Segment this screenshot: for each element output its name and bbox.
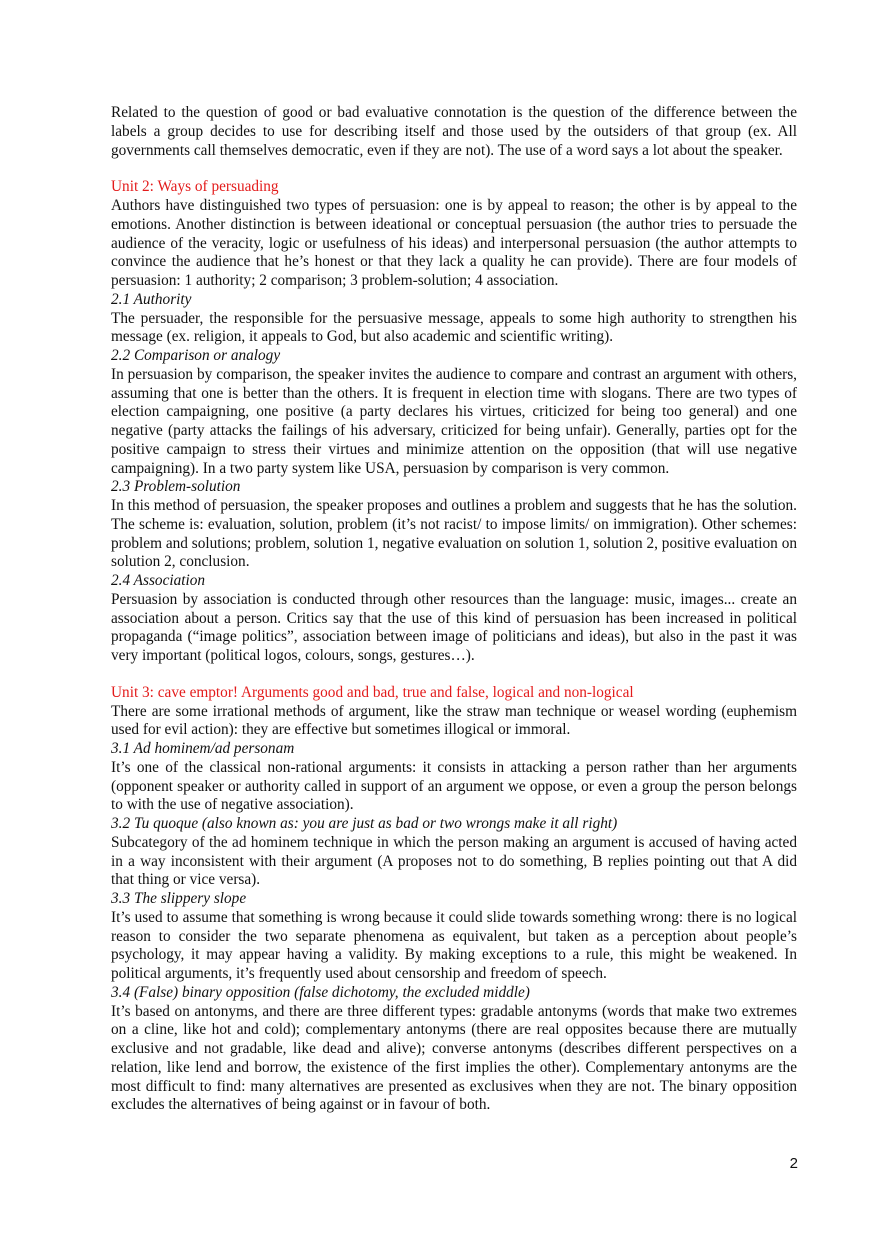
section-2-4-text: Persuasion by association is conducted through other resources than the language: music, images... create an association about a person. Critics say that the use of this kind of persuasion has been increased in political propaganda (“image politics”, association between image of politicians and ideas), but also in the past it was very important (political logos, colours, songs, gestures…). bbox=[111, 590, 797, 664]
section-2-4-title: 2.4 Association bbox=[111, 572, 206, 589]
unit2-intro: Authors have distinguished two types of persuasion: one is by appeal to reason; the other is by appeal to the emotions. Another distinction is between ideational or conceptual persuasion (the author tries to persuade the audience of the veracity, logic or usefulness of his ideas) and interpersonal persuasion (the author attempts to convince the audience that he’s honest or that they lack a quality he can provide). There are four models of persuasion: 1 authority; 2 comparison; 3 problem-solution; 4 association. bbox=[111, 197, 797, 289]
section-3-2-title: 3.2 Tu quoque (also known as: you are just as bad or two wrongs make it all right) bbox=[111, 815, 618, 832]
unit3-heading: Unit 3: cave emptor! Arguments good and bad, true and false, logical and non-logical bbox=[111, 683, 634, 701]
section-3-4-title: 3.4 (False) binary opposition (false dichotomy, the excluded middle) bbox=[111, 983, 530, 1001]
page-number: 2 bbox=[789, 1155, 798, 1172]
section-2-3-text: In this method of persuasion, the speaker proposes and outlines a problem and suggests that he has the solution. The scheme is: evaluation, solution, problem (it’s not racist/ to impose limits/ on immigration). Other schemes: problem and solutions; problem, solution 1, negative evaluation on solution 1, solution 2, positive evaluation on solution 2, conclusion. bbox=[111, 497, 797, 571]
section-3-2-text: Subcategory of the ad hominem technique in which the person making an argument is accused of having acted in a way inconsistent with their argument (A proposes not to do something, B replies pointing out that A did that thing or vice versa). bbox=[111, 833, 797, 889]
section-3-3-text: It’s used to assume that something is wrong because it could slide towards something wrong: there is no logical reason to consider the two separate phenomena as equivalent, but taken as a perception about people’s psychology, it may appear having a validity. By making exceptions to a rule, this might be weakened. In political arguments, it’s frequently used about censorship and freedom of speech. bbox=[111, 908, 797, 982]
section-2-1-title: 2.1 Authority bbox=[111, 290, 192, 308]
intro-paragraph: Related to the question of good or bad evaluative connotation is the question of the difference between the labels a group decides to use for describing itself and those used by the outsiders of that group (ex. All governments call themselves democratic, even if they are not). The use of a word says a lot about the speaker. bbox=[111, 104, 797, 159]
section-3-1-text: It’s one of the classical non-rational arguments: it consists in attacking a person rather than her arguments (opponent speaker or authority called in support of an argument we oppose, or even a group the person belongs to with the use of negative association). bbox=[111, 758, 797, 814]
section-3-4-text: It’s based on antonyms, and there are three different types: gradable antonyms (words that make two extremes on a cline, like hot and cold); complementary antonyms (there are real opposites because there are mutually exclusive and not gradable, like dead and alive); converse antonyms (describes different perspectives on a relation, like lend and borrow, the existence of the first implies the other). Complementary antonyms are the most difficult to find: many alternatives are presented as exclusives when they are not. The binary opposition excludes the alternatives of being against or in favour of both. bbox=[111, 1002, 797, 1114]
section-2-3-title: 2.3 Problem-solution bbox=[111, 478, 241, 496]
unit3-intro: There are some irrational methods of argument, like the straw man technique or weasel wording (euphemism used for evil action): they are effective but sometimes illogical or immoral. bbox=[111, 702, 797, 739]
section-3-1-title: 3.1 Ad hominem/ad personam bbox=[111, 740, 295, 757]
document-body bbox=[111, 104, 797, 1115]
section-2-2-title: 2.2 Comparison or analogy bbox=[111, 347, 281, 364]
section-2-2-text: In persuasion by comparison, the speaker invites the audience to compare and contrast an argument with others, assuming that one is better than the others. It is frequent in election time with slogans. There are two types of election campaigning, one positive (a party declares his virtues, criticized for being too general) and one negative (party attacks the failings of his adversary, criticized for being unfair). Generally, parties opt for the positive campaign to stress their virtues and minimize attention on the opposition (that will use negative campaigning). In a two party system like USA, persuasion by comparison is very common. bbox=[111, 365, 797, 477]
spacer bbox=[111, 666, 797, 684]
unit2-heading: Unit 2: Ways of persuading bbox=[111, 178, 279, 196]
section-2-1-text: The persuader, the responsible for the persuasive message, appeals to some high authority to strengthen his message (ex. religion, it appeals to God, but also academic and scientific writing). bbox=[111, 309, 797, 346]
section-3-3-title: 3.3 The slippery slope bbox=[111, 890, 247, 907]
spacer bbox=[111, 160, 797, 178]
